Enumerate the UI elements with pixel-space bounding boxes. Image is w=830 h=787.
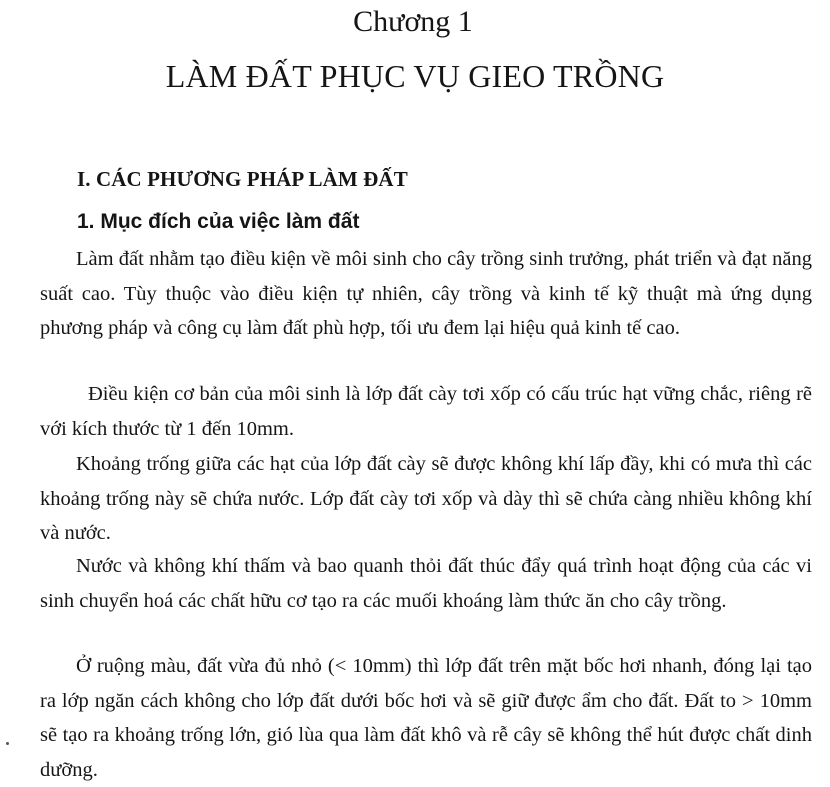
chapter-title: LÀM ĐẤT PHỤC VỤ GIEO TRỒNG (165, 58, 665, 94)
chapter-label: Chương 1 (353, 5, 473, 38)
paragraph-3: Khoảng trống giữa các hạt của lớp đất cày sẽ được không khí lấp đầy, khi có mưa thì các khoảng trống này sẽ chứa nước. Lớp đất cày tơi xốp và dày thì sẽ chứa càng nhiều không khí và nước. (40, 453, 812, 544)
paragraph-1: Làm đất nhằm tạo điều kiện về môi sinh cho cây trồng sinh trưởng, phát triển và đạt năng suất cao. Tùy thuộc vào điều kiện tự nhiên, cây trồng và kinh tế kỹ thuật mà ứng dụng phương pháp và công cụ làm đất phù hợp, tối ưu đem lại hiệu quả kinh tế cao. (40, 248, 812, 339)
paragraph-2: Điều kiện cơ bản của môi sinh là lớp đất cày tơi xốp có cấu trúc hạt vững chắc, riêng rẽ với kích thước từ 1 đến 10mm. (40, 383, 812, 440)
paragraph-4: Nước và không khí thấm và bao quanh thỏi đất thúc đẩy quá trình hoạt động của các vi sinh chuyển hoá các chất hữu cơ tạo ra các muối khoáng làm thức ăn cho cây trồng. (40, 555, 812, 612)
subsection-heading: 1. Mục đích của việc làm đất (77, 210, 360, 233)
section-heading: I. CÁC PHƯƠNG PHÁP LÀM ĐẤT (77, 167, 408, 191)
paragraph-5: Ở ruộng màu, đất vừa đủ nhỏ (< 10mm) thì lớp đất trên mặt bốc hơi nhanh, đóng lại tạo ra lớp ngăn cách không cho lớp đất dưới bốc hơi và sẽ giữ được ẩm cho đất. Đất to > 10mm sẽ tạo ra khoảng trống lớn, gió lùa qua làm đất khô và rễ cây sẽ không thể hút được chất dinh dưỡng. (40, 655, 812, 781)
scan-speck (6, 742, 9, 745)
